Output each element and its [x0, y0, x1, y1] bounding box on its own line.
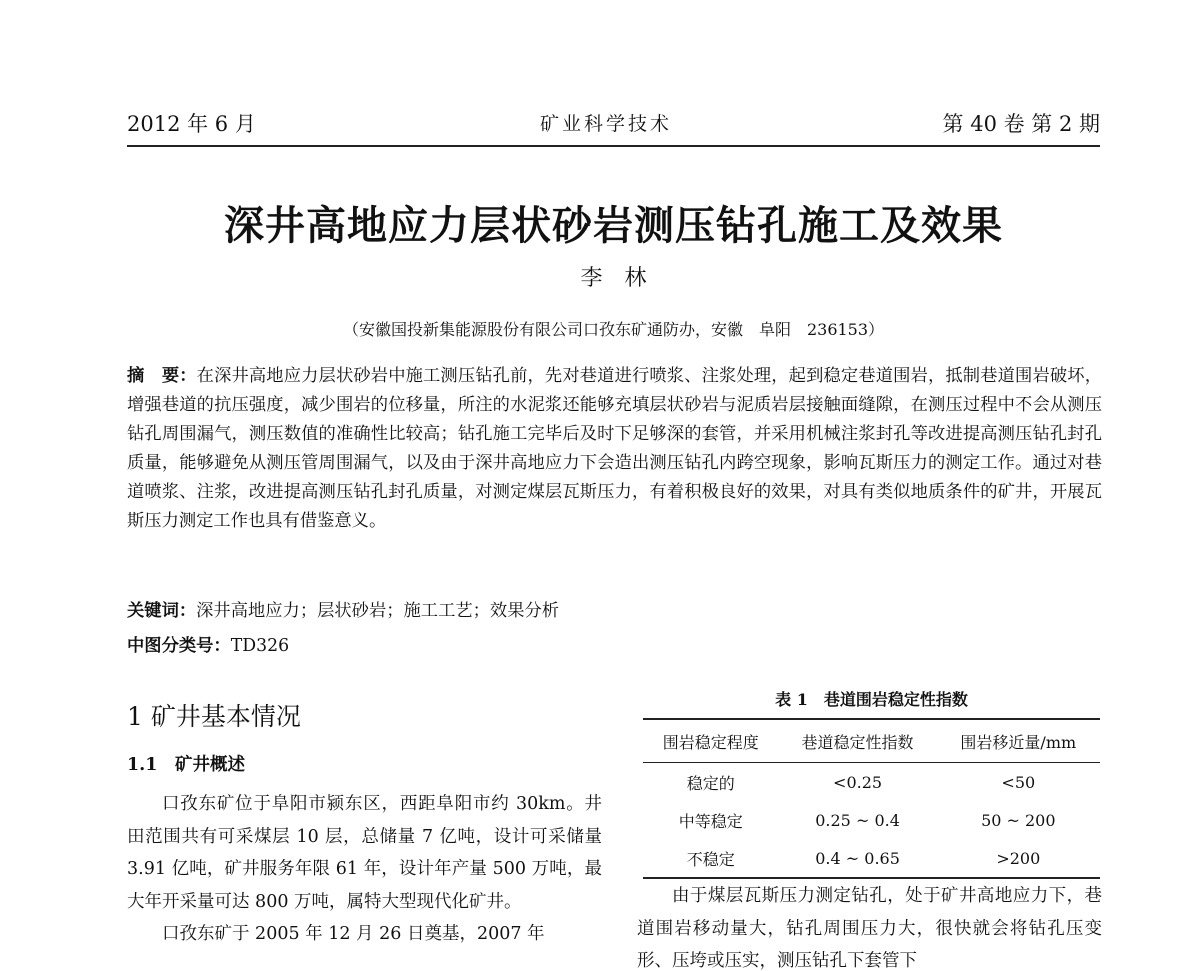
body-paragraph: 口孜东矿位于阜阳市颍东区，西距阜阳市约 30km。井田范围共有可采煤层 10 层，总储量 7 亿吨，设计可采储量 3.91 亿吨，矿井服务年限 61 年，设计年产量 500 万吨，最大年开采量可达 800 万吨，属特大型现代化矿井。: [127, 794, 602, 912]
table-cell: 0.25 ~ 0.4: [815, 810, 900, 830]
table-cell: 不稳定: [686, 849, 735, 869]
subsection-heading: 1.1 矿井概述: [127, 755, 245, 775]
header-rule: [127, 145, 1100, 147]
table-header-cell: 围岩移近量/mm: [960, 732, 1077, 752]
right-column-body: [637, 880, 1102, 971]
table-header-cell: 巷道稳定性指数: [801, 732, 914, 752]
classification-label: 中图分类号：: [127, 636, 231, 656]
table-cell: 稳定的: [686, 773, 735, 793]
keywords: [127, 597, 559, 626]
author-affiliation: （安徽国投新集能源股份有限公司口孜东矿通防办，安徽 阜阳 236153）: [342, 320, 885, 339]
body-paragraph: 由于煤层瓦斯压力测定钻孔，处于矿井高地应力下，巷道围岩移动量大，钻孔周围压力大，很快就会将钻孔压变形、压垮或压实，测压钻孔下套管下: [637, 886, 1102, 971]
header-date: 2012 年 6 月: [127, 112, 256, 136]
article-title: 深井高地应力层状砂岩测压钻孔施工及效果: [224, 202, 1003, 249]
table-cell: <50: [1001, 772, 1036, 792]
table-header-row: [643, 719, 1100, 763]
body-paragraph: 口孜东矿于 2005 年 12 月 26 日奠基，2007 年: [162, 924, 545, 945]
table-header-cell: 围岩稳定程度: [662, 732, 759, 752]
table-cell: 中等稳定: [678, 811, 743, 831]
abstract-label: 摘 要：: [127, 366, 197, 386]
table-row: [643, 763, 1100, 802]
keywords-text: 深井高地应力；层状砂岩；施工工艺；效果分析: [196, 601, 560, 621]
header-journal-name: 矿业科学技术: [540, 113, 673, 135]
table-caption: 表 1 巷道围岩稳定性指数: [775, 690, 968, 709]
classification-text: TD326: [230, 636, 290, 656]
abstract-text: 在深井高地应力层状砂岩中施工测压钻孔前，先对巷道进行喷浆、注浆处理，起到稳定巷道围岩，抵制巷道围岩破坏，增强巷道的抗压强度，减少围岩的位移量，所注的水泥浆还能够充填层状砂岩与泥质岩层接触面缝隙，在测压过程中不会从测压钻孔周围漏气，测压数值的准确性比较高；钻孔施工完毕后及时下足够深的套管，并采用机械注浆封孔等改进提高测压钻孔封孔质量，能够避免从测压管周围漏气，以及由于深井高地应力下会造出测压钻孔内跨空现象，影响瓦斯压力的测定工作。通过对巷道喷浆、注浆，改进提高测压钻孔封孔质量，对测定煤层瓦斯压力，有着积极良好的效果，对具有类似地质条件的矿井，开展瓦斯压力测定工作也具有借鉴意义。: [127, 366, 1102, 531]
stability-table: [643, 718, 1100, 879]
table-cell: <0.25: [833, 772, 883, 792]
table-row: [643, 839, 1100, 878]
table-cell: 50 ~ 200: [981, 810, 1056, 830]
left-column-body: [127, 788, 602, 951]
section-heading: 1 矿井基本情况: [127, 702, 301, 731]
table-cell: 0.4 ~ 0.65: [815, 848, 900, 868]
article-author: 李 林: [580, 266, 647, 291]
abstract: [127, 362, 1102, 536]
keywords-label: 关键词：: [127, 601, 197, 621]
classification-number: [127, 632, 289, 661]
table-cell: >200: [996, 848, 1041, 868]
table-row: [643, 801, 1100, 839]
header-issue: 第 40 卷 第 2 期: [942, 112, 1100, 136]
